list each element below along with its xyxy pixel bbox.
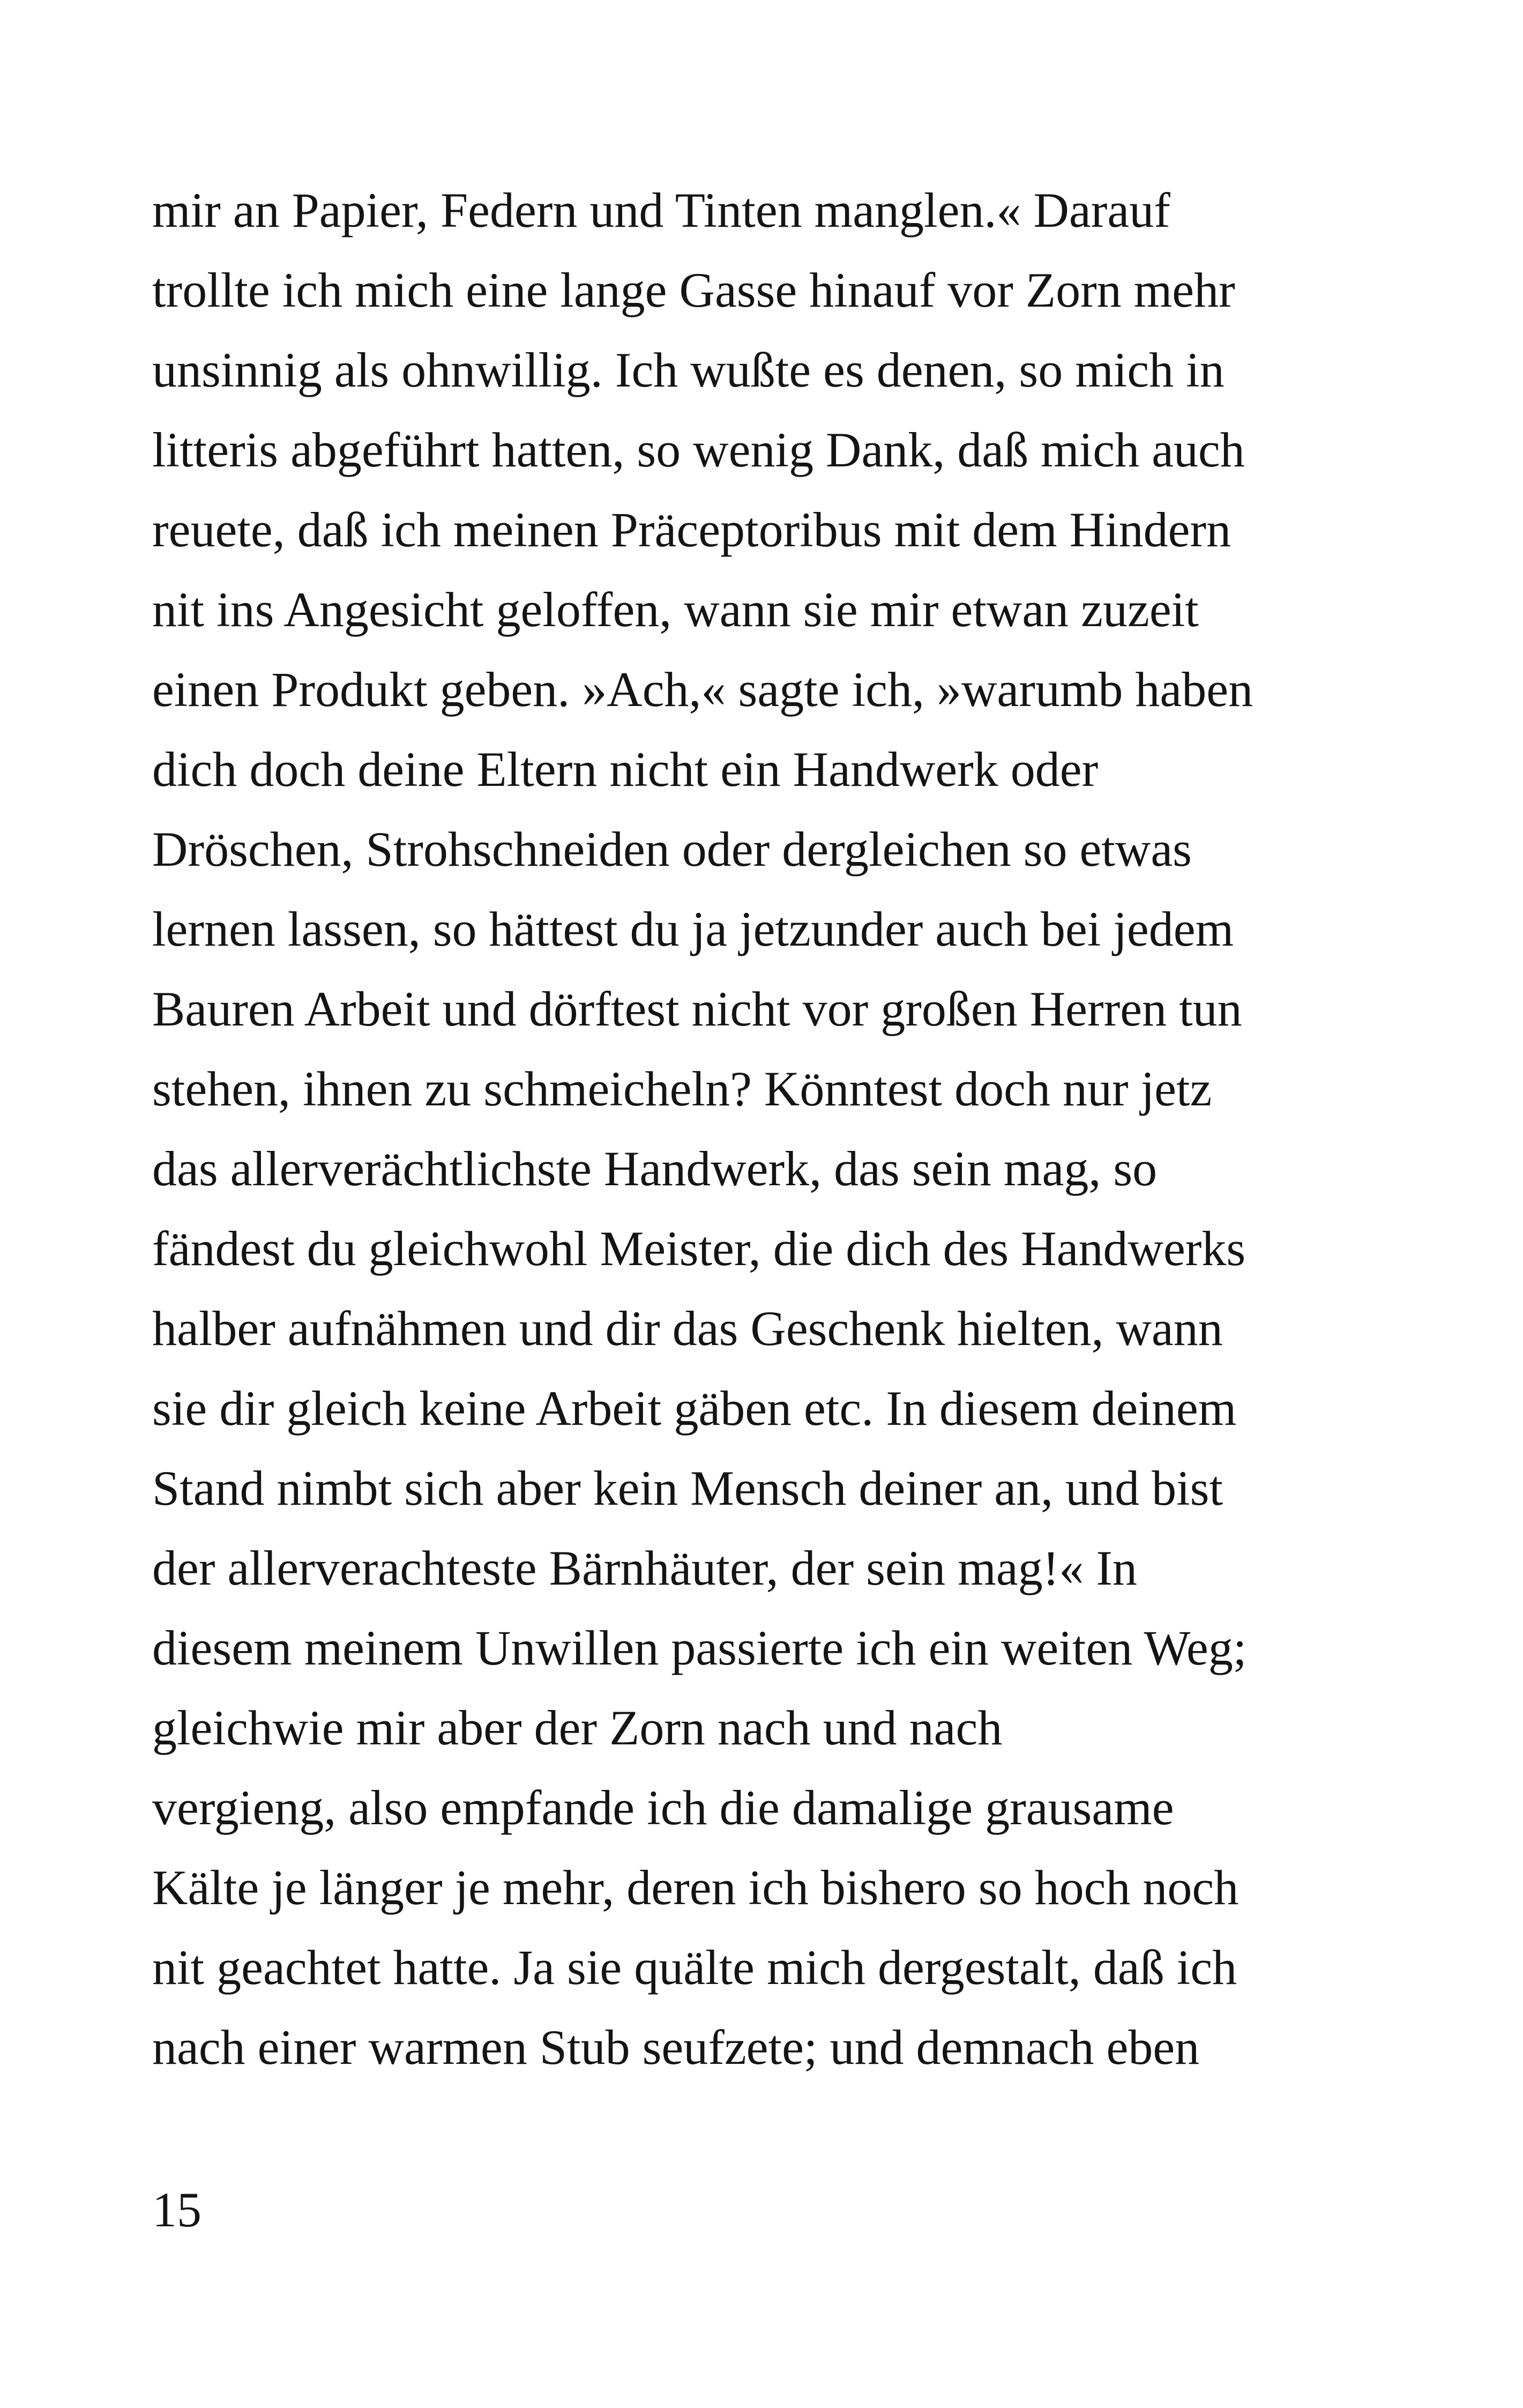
text-line: Stand nimbt sich aber kein Mensch deiner an, und bist [152, 1461, 1223, 1515]
text-line: litteris abgeführt hatten, so wenig Dank, daß mich auch [152, 422, 1245, 477]
text-line: gleichwie mir aber der Zorn nach und nach [152, 1700, 1003, 1755]
text-line: reuete, daß ich meinen Präceptoribus mit dem Hindern [152, 502, 1231, 557]
page-number: 15 [152, 2182, 201, 2237]
text-line: halber aufnähmen und dir das Geschenk hielten, wann [152, 1301, 1223, 1356]
text-line: unsinnig als ohnwillig. Ich wußte es denen, so mich in [152, 343, 1225, 397]
text-line: diesem meinem Unwillen passierte ich ein weiten Weg; [152, 1621, 1247, 1675]
text-line: trollte ich mich eine lange Gasse hinauf vor Zorn mehr [152, 263, 1235, 317]
text-line: nit geachtet hatte. Ja sie quälte mich dergestalt, daß ich [152, 1940, 1237, 1995]
text-line: lernen lassen, so hättest du ja jetzunder auch bei jedem [152, 902, 1234, 956]
text-line: Bauren Arbeit und dörftest nicht vor großen Herren tun [152, 982, 1242, 1036]
text-line: stehen, ihnen zu schmeicheln? Könntest doch nur jetz [152, 1061, 1212, 1116]
text-line: vergieng, also empfande ich die damalige grausame [152, 1780, 1174, 1835]
text-line: nit ins Angesicht geloffen, wann sie mir etwan zuzeit [152, 582, 1199, 637]
text-line: Kälte je länger je mehr, deren ich bishero so hoch noch [152, 1860, 1239, 1915]
text-line: sie dir gleich keine Arbeit gäben etc. In diesem deinem [152, 1381, 1237, 1436]
text-line: Dröschen, Strohschneiden oder dergleichen so etwas [152, 822, 1192, 876]
text-line: der allerverachteste Bärnhäuter, der sein mag!« In [152, 1541, 1137, 1595]
text-line: dich doch deine Eltern nicht ein Handwerk oder [152, 742, 1099, 797]
text-line: das allerverächtlichste Handwerk, das sein mag, so [152, 1141, 1158, 1196]
text-line: nach einer warmen Stub seufzete; und demnach eben [152, 2020, 1200, 2075]
text-line: mir an Papier, Federn und Tinten manglen.« Darauf [152, 183, 1170, 237]
text-line: einen Produkt geben. »Ach,« sagte ich, »warumb haben [152, 662, 1253, 717]
text-line: fändest du gleichwohl Meister, die dich des Handwerks [152, 1221, 1246, 1276]
body-text [152, 170, 1395, 2087]
